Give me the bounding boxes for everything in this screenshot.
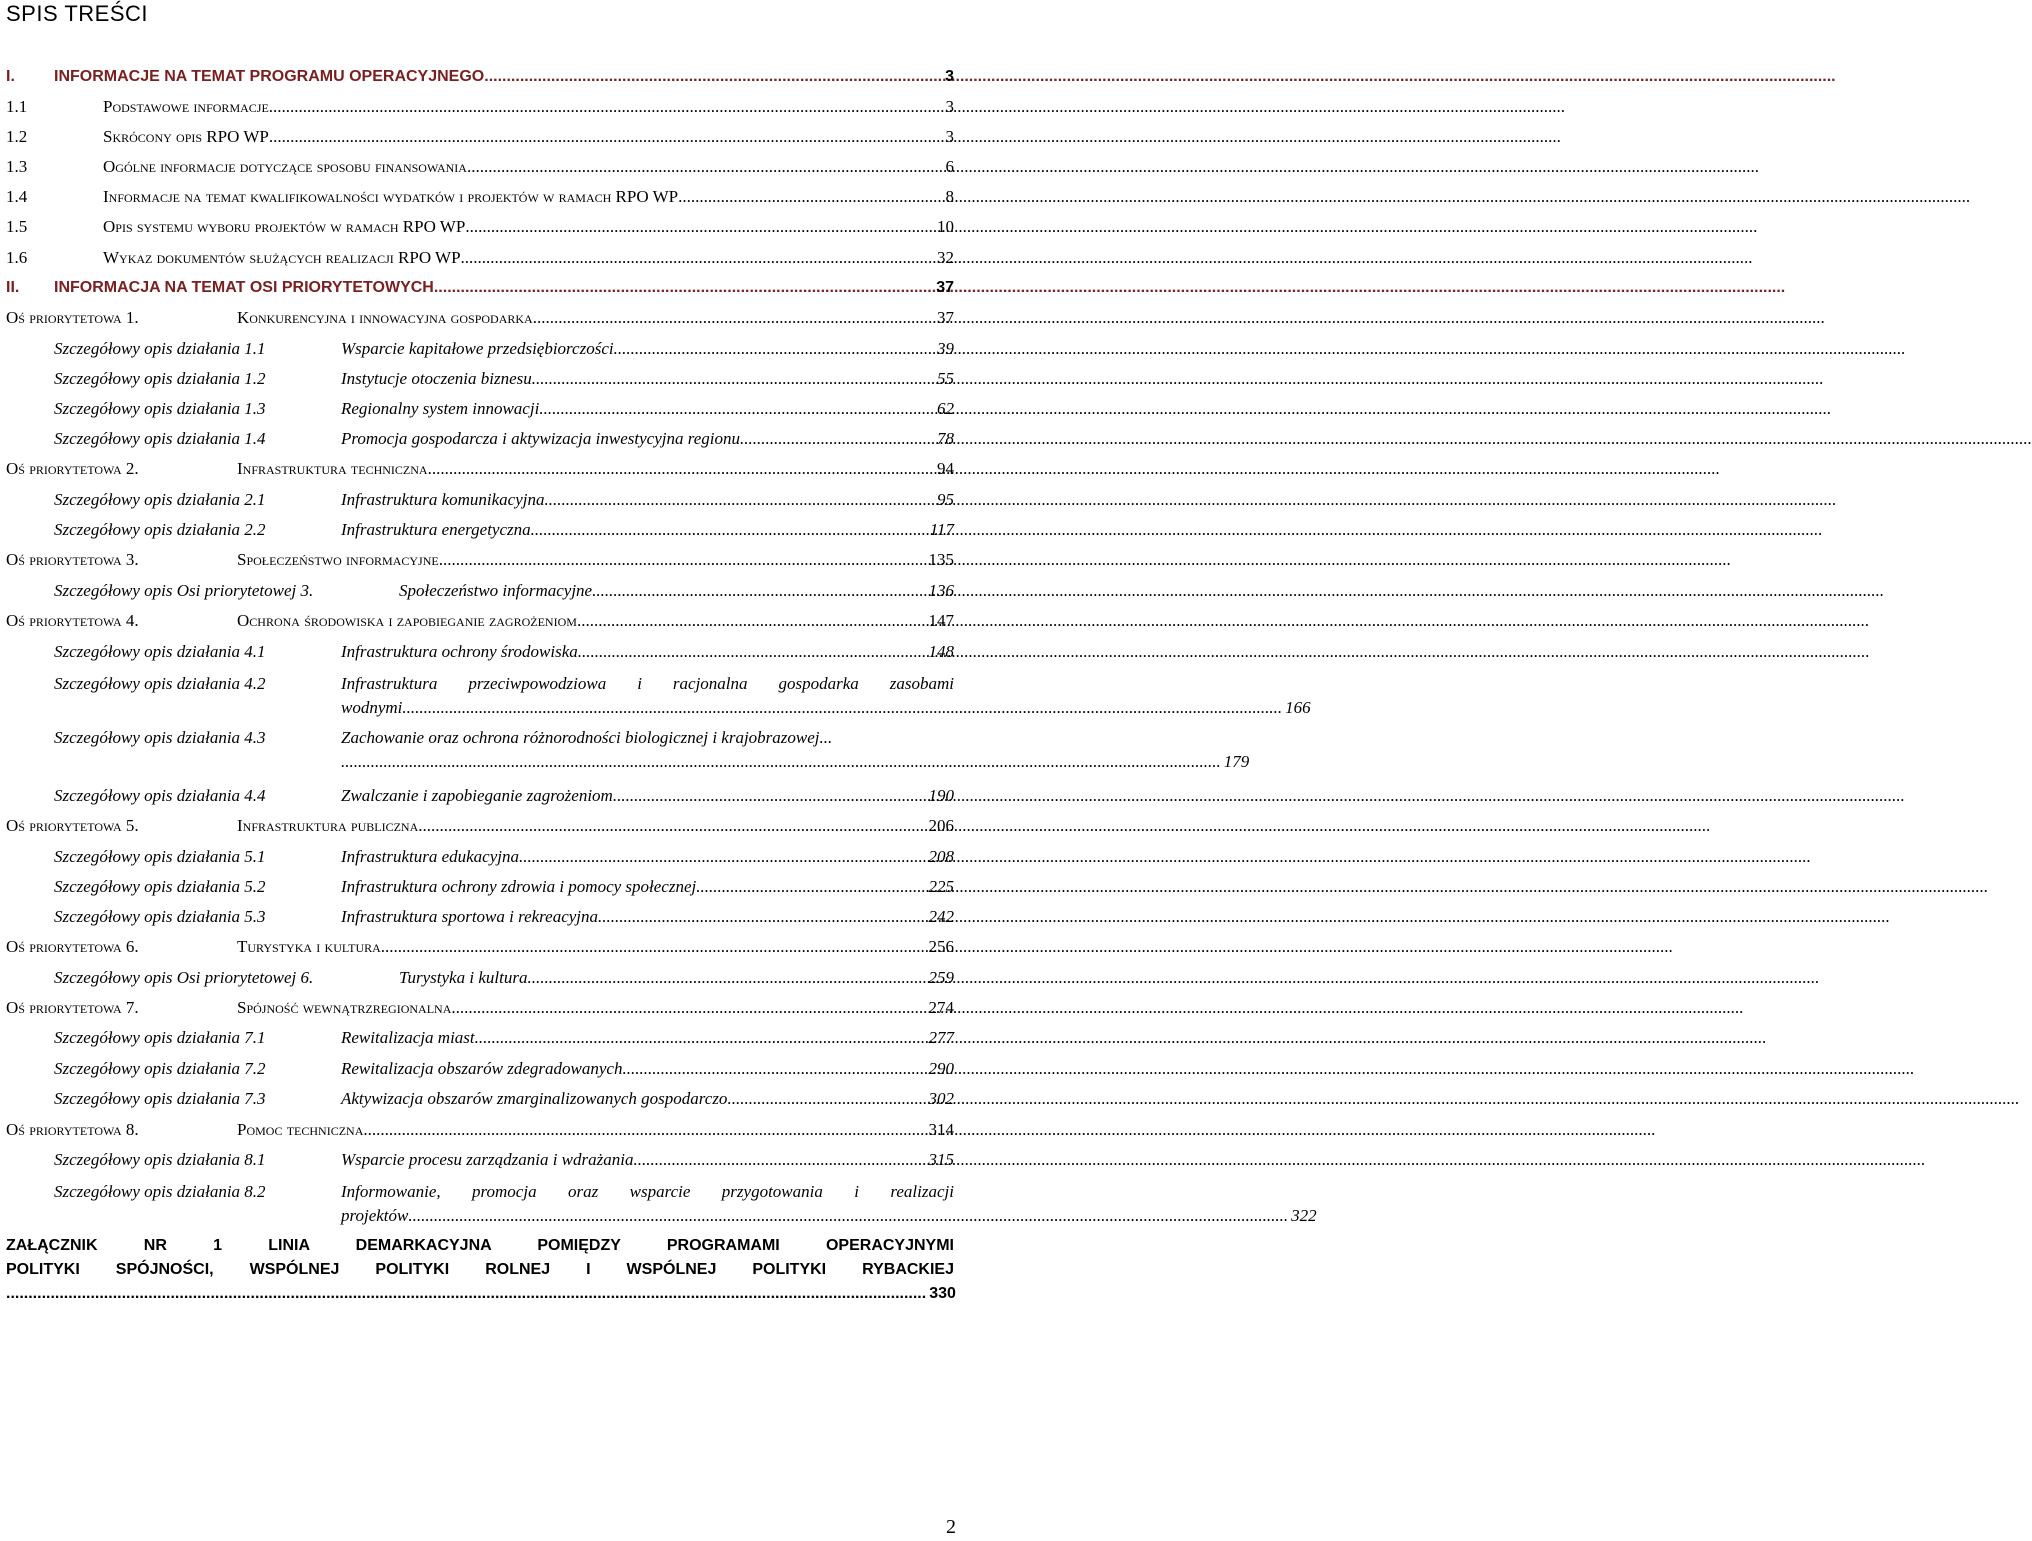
toc-label: Pomoc techniczna	[237, 1120, 364, 1139]
toc-entry-action-8-1[interactable]	[6, 1145, 954, 1171]
toc-leader	[402, 696, 1282, 720]
toc-entry-axis-6-detail[interactable]	[6, 963, 954, 989]
toc-entry-axis-3[interactable]	[6, 545, 954, 571]
toc-page: 302	[928, 1089, 954, 1108]
toc-page: 78	[937, 429, 954, 448]
toc-page: 314	[928, 1120, 954, 1139]
page-number: 2	[946, 1516, 956, 1538]
toc-label: Infrastruktura ochrony zdrowia i pomocy społecznej	[341, 877, 697, 896]
toc-leader	[519, 846, 926, 868]
toc-leader	[598, 906, 925, 928]
toc-leader	[613, 785, 926, 807]
toc-number: Szczegółowy opis działania 8.2	[54, 1182, 266, 1201]
toc-label: Społeczeństwo informacyjne	[237, 550, 439, 569]
toc-number: Oś priorytetowa 1.	[6, 308, 139, 327]
toc-entry-action-1-2[interactable]	[6, 364, 954, 390]
toc-leader	[531, 519, 927, 541]
toc-number: Szczegółowy opis działania 4.3	[54, 728, 266, 747]
toc-number: Szczegółowy opis działania 2.2	[54, 520, 266, 539]
toc-number: Oś priorytetowa 8.	[6, 1120, 139, 1139]
toc-entry-action-1-4[interactable]	[6, 424, 954, 450]
toc-number: Szczegółowy opis działania 5.2	[54, 877, 266, 896]
toc-label: Promocja gospodarcza i aktywizacja inwestycyjna regionu	[341, 429, 740, 448]
toc-leader	[622, 1058, 925, 1080]
toc-leader	[341, 750, 1221, 774]
toc-entry-section-1[interactable]	[6, 62, 954, 88]
toc-label: INFORMACJA NA TEMAT OSI PRIORYTETOWYCH	[54, 279, 434, 296]
toc-entry-axis-7[interactable]	[6, 993, 954, 1019]
toc-label: Aktywizacja obszarów zmarginalizowanych gospodarczo	[341, 1089, 728, 1108]
toc-number: 1.3	[6, 157, 28, 176]
toc-page: 322	[1291, 1206, 1317, 1225]
toc-leader	[475, 1027, 926, 1049]
toc-page: 206	[928, 816, 954, 835]
toc-label: Infrastruktura komunikacyjna	[341, 490, 545, 509]
toc-label: Instytucje otoczenia biznesu	[341, 369, 532, 388]
toc-leader	[577, 610, 926, 632]
toc-label: Rewitalizacja miast	[341, 1028, 475, 1047]
toc-number: Szczegółowy opis działania 4.2	[54, 674, 266, 693]
toc-leader	[381, 936, 926, 958]
toc-leader	[532, 368, 934, 390]
toc-leader	[465, 216, 934, 238]
toc-page: 32	[937, 248, 954, 267]
toc-page: 330	[929, 1285, 956, 1302]
toc-page: 290	[928, 1059, 954, 1078]
toc-leader	[578, 641, 926, 663]
toc-entry-1-5[interactable]	[6, 212, 954, 238]
toc-entry-action-7-3[interactable]	[6, 1084, 954, 1110]
toc-label: Społeczeństwo informacyjne	[399, 581, 593, 600]
toc-page: 95	[937, 490, 954, 509]
toc-page: 8	[945, 187, 954, 206]
toc-page: 166	[1285, 698, 1311, 717]
toc-label: Turystyka i kultura	[399, 968, 528, 987]
toc-page: 190	[928, 786, 954, 805]
toc-label: Regionalny system innowacji	[341, 399, 540, 418]
toc-number: Szczegółowy opis działania 4.1	[54, 642, 266, 661]
toc-label: Wsparcie procesu zarządzania i wdrażania	[341, 1150, 634, 1169]
toc-leader	[545, 489, 935, 511]
toc-entry-action-1-1[interactable]	[6, 334, 954, 360]
toc-label: Infrastruktura edukacyjna	[341, 847, 519, 866]
toc-page: 242	[928, 907, 954, 926]
toc-label: Infrastruktura energetyczna	[341, 520, 531, 539]
toc-page: 148	[928, 642, 954, 661]
toc-label: Infrastruktura ochrony środowiska	[341, 642, 578, 661]
toc-leader	[740, 428, 934, 450]
toc-entry-axis-6[interactable]	[6, 932, 954, 958]
toc-label: Opis systemu wyboru projektów w ramach RPO WP	[103, 217, 466, 236]
toc-page: 315	[928, 1150, 954, 1169]
toc-entry-action-1-3[interactable]	[6, 394, 954, 420]
toc-page: 117	[929, 520, 954, 539]
toc-label: Infrastruktura przeciwpowodziowa i racjonalna gospodarka zasobami	[341, 674, 954, 693]
toc-leader	[527, 967, 925, 989]
toc-page: 10	[937, 217, 954, 236]
toc-number: Szczegółowy opis działania 4.4	[54, 786, 266, 805]
toc-number: Szczegółowy opis działania 1.4	[54, 429, 266, 448]
toc-number: Szczegółowy opis Osi priorytetowej 3.	[54, 581, 314, 600]
toc-number: Oś priorytetowa 5.	[6, 816, 139, 835]
toc-entry-1-1[interactable]	[6, 92, 954, 118]
toc-leader	[633, 1149, 925, 1171]
toc-page: 94	[937, 459, 954, 478]
toc-entry-1-3[interactable]	[6, 152, 954, 178]
toc-leader	[451, 997, 925, 1019]
toc-page: 135	[928, 550, 954, 569]
toc-label-continued: projektów	[341, 1206, 409, 1225]
toc-label: Infrastruktura publiczna	[237, 816, 419, 835]
toc-label: Ogólne informacje dotyczące sposobu finansowania	[103, 157, 467, 176]
toc-page: 3	[945, 68, 954, 85]
toc-number: 1.2	[6, 127, 28, 146]
toc-number: Szczegółowy opis działania 7.2	[54, 1059, 266, 1078]
toc-number: Szczegółowy opis działania 5.1	[54, 847, 266, 866]
toc-leader	[408, 1204, 1288, 1228]
annex-title-line-1: ZAŁĄCZNIK NR 1 LINIA DEMARKACYJNA POMIĘDZY PROGRAMAMI OPERACYJNYMI	[6, 1237, 954, 1254]
toc-number: I.	[6, 68, 15, 85]
toc-number: Szczegółowy opis działania 7.1	[54, 1028, 266, 1047]
toc-leader	[273, 96, 942, 118]
toc-page: 274	[928, 998, 954, 1017]
toc-leader	[592, 580, 925, 602]
toc-entry-section-2[interactable]	[6, 273, 954, 299]
toc-leader	[418, 815, 925, 837]
toc-number: Oś priorytetowa 4.	[6, 611, 139, 630]
toc-entry-axis-5[interactable]	[6, 811, 954, 837]
toc-entry-action-5-1[interactable]	[6, 842, 954, 868]
toc-number: Szczegółowy opis Osi priorytetowej 6.	[54, 968, 314, 987]
toc-page: 3	[945, 127, 954, 146]
toc-label: Ochrona środowiska i zapobieganie zagrożeniom	[237, 611, 577, 630]
toc-entry-1-4[interactable]	[6, 182, 954, 208]
toc-number: Szczegółowy opis działania 8.1	[54, 1150, 266, 1169]
toc-leader	[678, 186, 942, 208]
toc-leader	[6, 1282, 926, 1306]
toc-page: 179	[1223, 752, 1250, 771]
toc-page: 136	[928, 581, 954, 600]
toc-leader	[269, 126, 943, 148]
toc-leader	[363, 1119, 925, 1141]
toc-leader	[428, 458, 934, 480]
toc-leader	[533, 307, 934, 329]
toc-label: Wsparcie kapitałowe przedsiębiorczości	[341, 339, 614, 358]
toc-number: Oś priorytetowa 6.	[6, 937, 139, 956]
toc-page: 147	[928, 611, 954, 630]
toc-page: 277	[928, 1028, 954, 1047]
toc-number: 1.5	[6, 217, 28, 236]
annex-title-line-2: POLITYKI SPÓJNOŚCI, WSPÓLNEJ POLITYKI ROLNEJ I WSPÓLNEJ POLITYKI RYBACKIEJ	[6, 1261, 954, 1278]
toc-number: Oś priorytetowa 3.	[6, 550, 139, 569]
toc-page: 39	[937, 339, 954, 358]
toc-page: 62	[937, 399, 954, 418]
toc-entry-action-2-2[interactable]	[6, 515, 954, 541]
toc-label: Konkurencyjna i innowacyjna gospodarka	[237, 308, 533, 327]
toc-number: 1.6	[6, 248, 28, 267]
toc-page: 259	[928, 968, 954, 987]
toc-number: Szczegółowy opis działania 2.1	[54, 490, 266, 509]
toc-entry-1-2[interactable]	[6, 122, 954, 148]
toc-page: 3	[945, 97, 954, 116]
toc-label: Podstawowe informacje.	[103, 97, 274, 116]
toc-number: 1.1	[6, 97, 28, 116]
toc-number: Oś priorytetowa 7.	[6, 998, 139, 1017]
toc-number: Szczegółowy opis działania 1.2	[54, 369, 266, 388]
toc-leader	[461, 247, 934, 269]
toc-leader	[467, 156, 943, 178]
toc-entry-1-6[interactable]	[6, 243, 954, 269]
toc-entry-axis-3-detail[interactable]	[6, 576, 954, 602]
toc-entry-axis-2[interactable]	[6, 454, 954, 480]
toc-page: 6	[945, 157, 954, 176]
page-title: SPIS TREŚCI	[6, 1, 149, 26]
toc-entry-action-2-1[interactable]	[6, 485, 954, 511]
toc-leader	[614, 338, 934, 360]
toc-label: Spójność wewnątrzregionalna	[237, 998, 452, 1017]
toc-entry-action-5-2[interactable]	[6, 872, 954, 898]
toc-leader	[434, 277, 933, 299]
toc-entry-action-7-2[interactable]	[6, 1054, 954, 1080]
toc-page: 208	[928, 847, 954, 866]
toc-leader	[539, 398, 934, 420]
toc-entry-axis-8[interactable]	[6, 1115, 954, 1141]
toc-entry-axis-4[interactable]	[6, 606, 954, 632]
toc-page: 256	[928, 937, 954, 956]
toc-leader	[696, 876, 925, 898]
toc-number: Szczegółowy opis działania 1.1	[54, 339, 266, 358]
toc-number: Szczegółowy opis działania 5.3	[54, 907, 266, 926]
toc-label: Informowanie, promocja oraz wsparcie przygotowania i realizacji	[341, 1182, 954, 1201]
toc-entry-action-5-3[interactable]	[6, 902, 954, 928]
toc-entry-annex-1[interactable]	[6, 1234, 954, 1306]
toc-label: Infrastruktura techniczna	[237, 459, 428, 478]
toc-label: Infrastruktura sportowa i rekreacyjna	[341, 907, 599, 926]
toc-leader	[484, 66, 942, 88]
toc-page: 37	[937, 308, 954, 327]
toc-label-continued: wodnymi	[341, 698, 403, 717]
toc-entry-action-4-4[interactable]	[6, 781, 954, 807]
toc-entry-action-4-1[interactable]	[6, 637, 954, 663]
toc-leader	[439, 549, 926, 571]
toc-number: Szczegółowy opis działania 1.3	[54, 399, 266, 418]
toc-label: Wykaz dokumentów służących realizacji RPO WP	[103, 248, 461, 267]
toc-label: Zachowanie oraz ochrona różnorodności biologicznej i krajobrazowej...	[341, 728, 833, 747]
toc-entry-action-7-1[interactable]	[6, 1023, 954, 1049]
toc-number: 1.4	[6, 187, 28, 206]
toc-number: Szczegółowy opis działania 7.3	[54, 1089, 266, 1108]
toc-label: Informacje na temat kwalifikowalności wydatków i projektów w ramach RPO WP	[103, 187, 679, 206]
toc-page: 55	[937, 369, 954, 388]
toc-page: 225	[928, 877, 954, 896]
toc-entry-axis-1[interactable]	[6, 303, 954, 329]
toc-label: Turystyka i kultura	[237, 937, 381, 956]
toc-leader	[727, 1088, 925, 1110]
toc-label: Skrócony opis RPO WP	[103, 127, 269, 146]
toc-label: Zwalczanie i zapobieganie zagrożeniom	[341, 786, 613, 805]
toc-number: II.	[6, 279, 20, 296]
toc-label: INFORMACJE NA TEMAT PROGRAMU OPERACYJNEGO	[54, 68, 485, 85]
toc-page: 37	[936, 279, 954, 296]
toc-label: Rewitalizacja obszarów zdegradowanych	[341, 1059, 623, 1078]
toc-number: Oś priorytetowa 2.	[6, 459, 139, 478]
